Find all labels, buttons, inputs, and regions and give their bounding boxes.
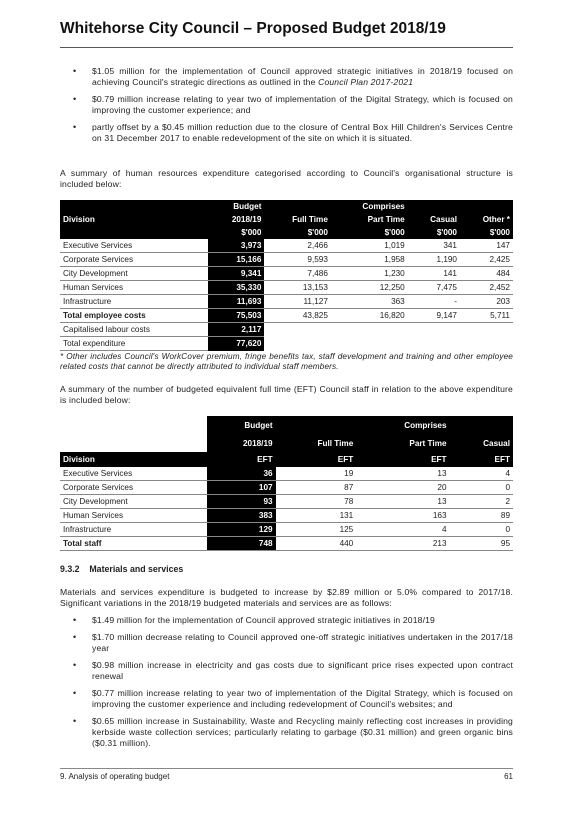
title-divider bbox=[60, 47, 513, 48]
cell: 93 bbox=[207, 495, 276, 509]
cell: 2,425 bbox=[460, 253, 513, 267]
col-header: Budget bbox=[208, 200, 265, 213]
cell: 13,153 bbox=[264, 281, 330, 295]
bullet-text: $1.05 million for the implementation of Council approved strategic initiatives in 2018/19 focused on achieving Council's strategic directions as outlined in the bbox=[92, 66, 513, 87]
cell: 1,190 bbox=[408, 253, 460, 267]
list-item bbox=[60, 66, 513, 88]
col-header: 2018/19 bbox=[208, 213, 265, 226]
cell: 484 bbox=[460, 267, 513, 281]
list-item: • $0.79 million increase relating to year two of implementation of the Digital Strategy, which is focused on improving the customer experience; and bbox=[60, 94, 513, 116]
col-header: Casual bbox=[408, 213, 460, 226]
cell: City Development bbox=[60, 495, 207, 509]
cell: 203 bbox=[460, 295, 513, 309]
cell: 11,693 bbox=[208, 295, 265, 309]
footer bbox=[60, 772, 513, 781]
col-header: Comprises bbox=[356, 416, 449, 434]
cell: 147 bbox=[460, 239, 513, 253]
cell: Executive Services bbox=[60, 467, 207, 481]
cell: Corporate Services bbox=[60, 481, 207, 495]
bullet-text-italic: Council Plan 2017-2021 bbox=[318, 77, 414, 87]
bottom-bullet-list bbox=[60, 615, 513, 755]
col-header: Comprises bbox=[331, 200, 408, 213]
eft-intro: A summary of the number of budgeted equivalent full time (EFT) Council staff in relation to the above expenditure is included below: bbox=[60, 384, 513, 405]
cell: 13 bbox=[356, 467, 449, 481]
cell: 748 bbox=[207, 537, 276, 551]
col-unit: $'000 bbox=[264, 226, 330, 239]
cell: 1,230 bbox=[331, 267, 408, 281]
cell: 9,341 bbox=[208, 267, 265, 281]
page-title: Whitehorse City Council – Proposed Budget 2018/19 bbox=[60, 20, 446, 37]
cell: 87 bbox=[276, 481, 357, 495]
ms-intro: Materials and services expenditure is budgeted to increase by $2.89 million or 5.0% compared to 2017/18. Significant variations in the 2018/19 budgeted materials and services are as follows: bbox=[60, 587, 513, 608]
list-item: • $0.77 million increase relating to year two of implementation of the Digital Strategy, which is focused on improving the customer experience and including redevelopment of Council's websites; and bbox=[60, 688, 513, 710]
cell: 7,486 bbox=[264, 267, 330, 281]
page-number: 61 bbox=[504, 772, 513, 781]
cell: 2,452 bbox=[460, 281, 513, 295]
col-header: Part Time bbox=[331, 213, 408, 226]
eft-table bbox=[60, 416, 513, 551]
total-row bbox=[60, 309, 513, 323]
cell: 0 bbox=[450, 523, 513, 537]
col-unit: $'000 bbox=[208, 226, 265, 239]
cell: Corporate Services bbox=[60, 253, 208, 267]
cell: 12,250 bbox=[331, 281, 408, 295]
cell: - bbox=[408, 295, 460, 309]
table-row bbox=[60, 323, 513, 337]
table-row bbox=[60, 481, 513, 495]
cell: 11,127 bbox=[264, 295, 330, 309]
cell: 9,147 bbox=[408, 309, 460, 323]
cell: 2 bbox=[450, 495, 513, 509]
cell: 1,958 bbox=[331, 253, 408, 267]
col-header: 2018/19 bbox=[207, 434, 276, 452]
cell: Infrastructure bbox=[60, 523, 207, 537]
col-header: Part Time bbox=[356, 434, 449, 452]
table-row bbox=[60, 253, 513, 267]
cell: Capitalised labour costs bbox=[60, 323, 208, 337]
table-row bbox=[60, 267, 513, 281]
cell: 89 bbox=[450, 509, 513, 523]
cell: 383 bbox=[207, 509, 276, 523]
col-header: Division bbox=[60, 213, 208, 226]
cell: 15,166 bbox=[208, 253, 265, 267]
table-row bbox=[60, 239, 513, 253]
cell: 77,620 bbox=[208, 337, 265, 351]
cell: 141 bbox=[408, 267, 460, 281]
cell: Total expenditure bbox=[60, 337, 208, 351]
cell: 4 bbox=[356, 523, 449, 537]
section-title: Materials and services bbox=[89, 564, 184, 574]
hr-table bbox=[60, 200, 513, 372]
col-unit: EFT bbox=[276, 452, 357, 467]
table-row bbox=[60, 467, 513, 481]
cell: 2,466 bbox=[264, 239, 330, 253]
col-unit: $'000 bbox=[331, 226, 408, 239]
cell: 213 bbox=[356, 537, 449, 551]
footer-divider bbox=[60, 768, 513, 769]
total-row bbox=[60, 537, 513, 551]
cell: Human Services bbox=[60, 281, 208, 295]
cell: Human Services bbox=[60, 509, 207, 523]
hr-intro: A summary of human resources expenditure categorised according to Council's organisational structure is included below: bbox=[60, 168, 513, 189]
table-row bbox=[60, 295, 513, 309]
cell: Total employee costs bbox=[60, 309, 208, 323]
col-unit: $'000 bbox=[460, 226, 513, 239]
list-item: • $1.49 million for the implementation of Council approved strategic initiatives in 2018/19 bbox=[60, 615, 513, 626]
total-row bbox=[60, 337, 513, 351]
footer-section: 9. Analysis of operating budget bbox=[60, 772, 170, 781]
col-unit: $'000 bbox=[408, 226, 460, 239]
cell: 1,019 bbox=[331, 239, 408, 253]
cell: Executive Services bbox=[60, 239, 208, 253]
top-bullet-list bbox=[60, 66, 513, 150]
cell: 43,825 bbox=[264, 309, 330, 323]
cell: 4 bbox=[450, 467, 513, 481]
cell: 129 bbox=[207, 523, 276, 537]
cell: 7,475 bbox=[408, 281, 460, 295]
cell: 2,117 bbox=[208, 323, 265, 337]
cell: 125 bbox=[276, 523, 357, 537]
col-unit: EFT bbox=[356, 452, 449, 467]
col-header: Division bbox=[60, 452, 207, 467]
cell: 107 bbox=[207, 481, 276, 495]
cell: 9,593 bbox=[264, 253, 330, 267]
table-row bbox=[60, 281, 513, 295]
cell: 13 bbox=[356, 495, 449, 509]
col-header: Budget bbox=[207, 416, 276, 434]
cell: Total staff bbox=[60, 537, 207, 551]
cell: 95 bbox=[450, 537, 513, 551]
cell: City Development bbox=[60, 267, 208, 281]
cell: 75,503 bbox=[208, 309, 265, 323]
cell: 36 bbox=[207, 467, 276, 481]
list-item: • $0.65 million increase in Sustainability, Waste and Recycling mainly reflecting cost increases in providing kerbside waste collection services; particularly relating to garbage ($0.31 million) and green organic bins ($0.31 million). bbox=[60, 716, 513, 749]
cell: 341 bbox=[408, 239, 460, 253]
cell: 78 bbox=[276, 495, 357, 509]
section-heading bbox=[60, 564, 513, 574]
col-header: Other * bbox=[460, 213, 513, 226]
cell: 131 bbox=[276, 509, 357, 523]
list-item: • $1.70 million decrease relating to Council approved one-off strategic initiatives undertaken in the 2017/18 year bbox=[60, 632, 513, 654]
cell: 440 bbox=[276, 537, 357, 551]
cell: Infrastructure bbox=[60, 295, 208, 309]
hr-footnote: * Other includes Council's WorkCover premium, fringe benefits tax, staff development and training and other employee related costs that cannot be directly attributed to individual staff members. bbox=[60, 352, 513, 371]
cell: 5,711 bbox=[460, 309, 513, 323]
col-header: Full Time bbox=[276, 434, 357, 452]
list-item: • $0.98 million increase in electricity and gas costs due to significant price rises expected upon contract renewal bbox=[60, 660, 513, 682]
col-header: Casual bbox=[450, 434, 513, 452]
cell: 0 bbox=[450, 481, 513, 495]
section-number: 9.3.2 bbox=[60, 564, 80, 574]
list-item: • partly offset by a $0.45 million reduction due to the closure of Central Box Hill Children's Services Centre on 31 December 2017 to enable redevelopment of the site on which it is situated. bbox=[60, 122, 513, 144]
cell: 163 bbox=[356, 509, 449, 523]
table-row bbox=[60, 495, 513, 509]
cell: 16,820 bbox=[331, 309, 408, 323]
cell: 3,973 bbox=[208, 239, 265, 253]
col-unit: EFT bbox=[450, 452, 513, 467]
col-unit: EFT bbox=[207, 452, 276, 467]
cell: 363 bbox=[331, 295, 408, 309]
cell: 35,330 bbox=[208, 281, 265, 295]
col-header: Full Time bbox=[264, 213, 330, 226]
table-row bbox=[60, 523, 513, 537]
cell: 19 bbox=[276, 467, 357, 481]
table-row bbox=[60, 509, 513, 523]
cell: 20 bbox=[356, 481, 449, 495]
